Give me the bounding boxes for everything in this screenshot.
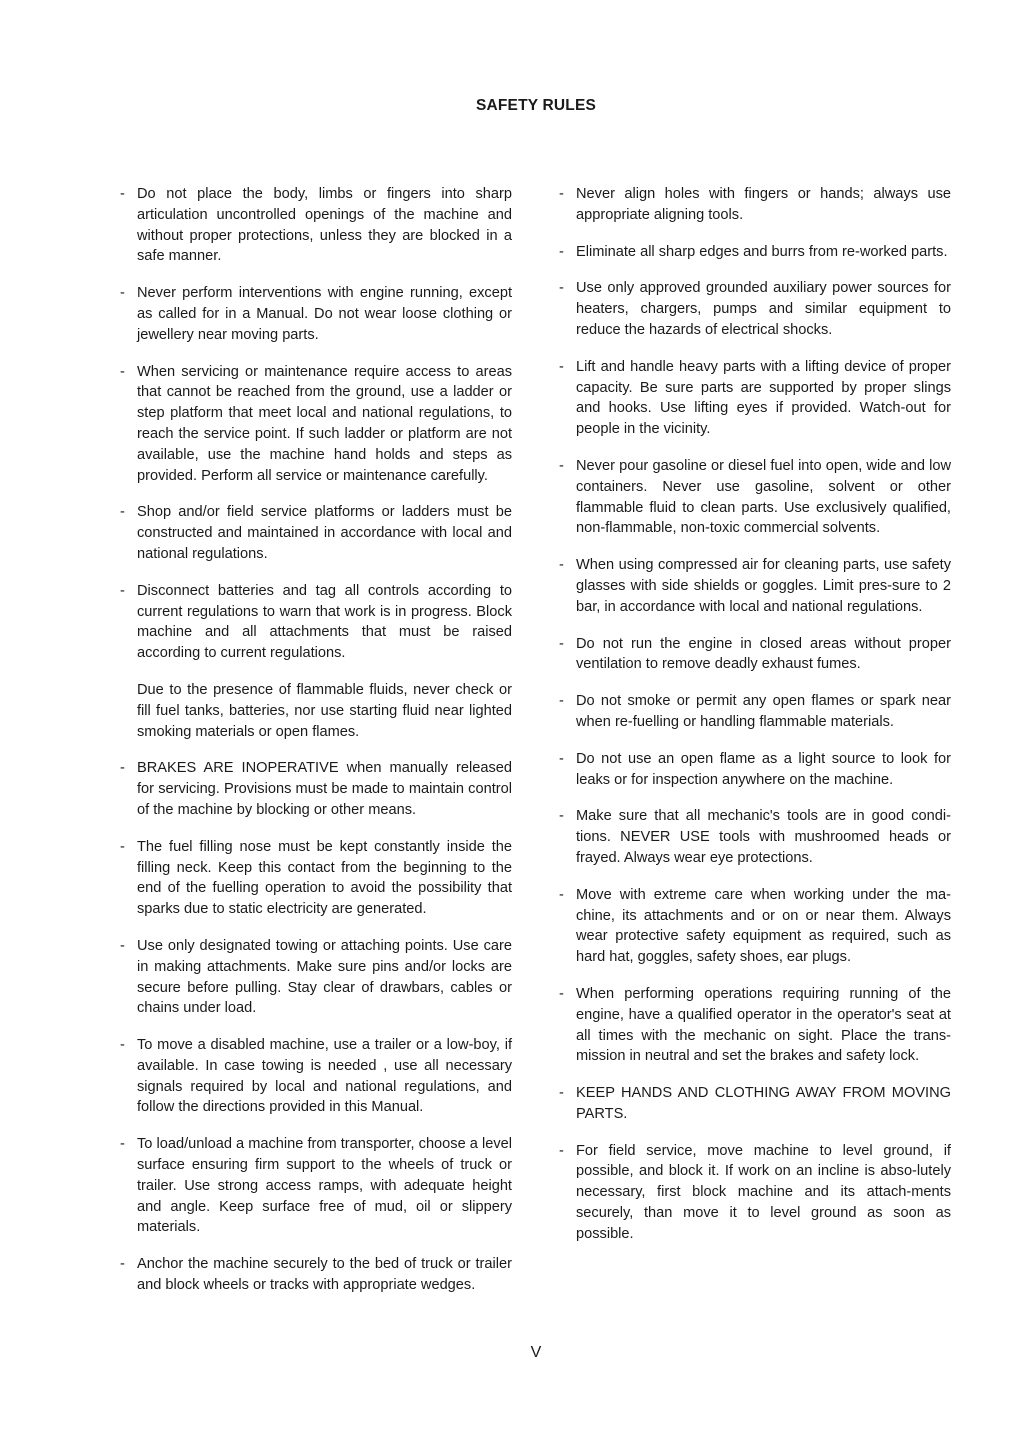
safety-rule-text: Shop and/or field service platforms or ladders must be constructed and maintained in accordance with local and national regulations. (137, 504, 512, 562)
bullet-dash: - (120, 1136, 125, 1153)
safety-rule (120, 1035, 512, 1118)
safety-rule (559, 184, 951, 226)
page-number: V (530, 1344, 542, 1361)
bullet-dash: - (120, 838, 125, 855)
safety-rule-text: When performing operations requiring running of the engine, have a qualified operator in the operator's seat at all times with the mechanic on sight. Place the trans-mission in neutral and set the brakes and safety lock. (576, 985, 951, 1065)
safety-rule (559, 1141, 951, 1245)
safety-rule (559, 278, 951, 340)
safety-rule (559, 242, 951, 263)
safety-rule (120, 936, 512, 1019)
safety-rule (120, 758, 512, 820)
safety-rule (120, 362, 512, 487)
bullet-dash: - (120, 937, 125, 954)
bullet-dash: - (559, 243, 564, 260)
safety-rule (559, 984, 951, 1067)
bullet-dash: - (120, 363, 125, 380)
safety-rule-text: BRAKES ARE INOPERATIVE when manually released for servicing. Provisions must be made to maintain control of the machine by blocking or other means. (137, 760, 512, 818)
bullet-dash: - (559, 693, 564, 710)
bullet-dash: - (120, 285, 125, 302)
safety-rule-text: Never perform interventions with engine running, except as called for in a Manual. Do not wear loose clothing or jewellery near moving parts. (137, 285, 512, 343)
safety-rule (120, 1254, 512, 1296)
safety-rule (120, 283, 512, 345)
safety-rule-text: Eliminate all sharp edges and burrs from re-worked parts. (576, 243, 948, 260)
safety-rule-text: Move with extreme care when working under the ma-chine, its attachments and or on or near them. Always wear protective safety equipment as required, such as hard hat, goggles, safety shoes, ear plugs. (576, 886, 951, 966)
bullet-dash: - (120, 1256, 125, 1273)
safety-rule-text: Anchor the machine securely to the bed of truck or trailer and block wheels or tracks with appropriate wedges. (137, 1256, 512, 1294)
bullet-dash: - (559, 808, 564, 825)
safety-rule (120, 837, 512, 920)
bullet-dash: - (120, 1037, 125, 1054)
right-column (559, 184, 951, 1261)
page-title: SAFETY RULES (475, 97, 597, 114)
safety-rule-continuation (120, 680, 512, 742)
safety-rule (559, 555, 951, 617)
safety-rule (559, 456, 951, 539)
safety-rule-text: Do not smoke or permit any open flames or spark near when re-fuelling or handling flammable materials. (576, 693, 951, 730)
bullet-dash: - (120, 582, 125, 599)
safety-rule (120, 184, 512, 267)
safety-rule-text: When using compressed air for cleaning parts, use safety glasses with side shields or goggles. Limit pres-sure to 2 bar, in accordance with local and national regulations. (576, 557, 951, 615)
bullet-dash: - (120, 504, 125, 521)
safety-rule-text: Due to the presence of flammable fluids, never check or fill fuel tanks, batteries, nor use starting fluid near lighted smoking materials or open flames. (137, 681, 512, 740)
bullet-dash: - (120, 186, 125, 202)
bullet-dash: - (559, 985, 564, 1002)
bullet-dash: - (559, 280, 564, 297)
safety-rule-text: Do not use an open flame as a light source to look for leaks or for inspection anywhere on the machine. (576, 750, 951, 788)
safety-rule-text: Never align holes with fingers or hands; always use appropriate aligning tools. (576, 186, 951, 223)
safety-rule (559, 749, 951, 791)
bullet-dash: - (559, 358, 564, 375)
left-column (120, 184, 512, 1312)
safety-rule-text: Lift and handle heavy parts with a lifting device of proper capacity. Be sure parts are supported by proper slings and hooks. Use lifting eyes if provided. Watch-out for people in the vicinity. (576, 358, 951, 438)
bullet-dash: - (120, 760, 125, 777)
bullet-dash: - (559, 1085, 564, 1102)
safety-rule (120, 1134, 512, 1238)
safety-rule (120, 581, 512, 664)
bullet-dash: - (559, 750, 564, 767)
safety-rule (120, 502, 512, 564)
safety-rule-text: To move a disabled machine, use a trailer or a low-boy, if available. In case towing is needed , use all necessary signals required by local and national regulations, and follow the directions provided in this Manual. (137, 1037, 512, 1116)
bullet-dash: - (559, 557, 564, 574)
safety-rule-text: Use only approved grounded auxiliary power sources for heaters, chargers, pumps and similar equipment to reduce the hazards of electrical shocks. (576, 280, 951, 338)
bullet-dash: - (559, 186, 564, 202)
safety-rule-text: Use only designated towing or attaching points. Use care in making attachments. Make sure pins and/or locks are secure before pulling. Stay clear of drawbars, cables or chains under load. (137, 937, 512, 1017)
safety-rule-text: For field service, move machine to level ground, if possible, and block it. If work on an incline is abso-lutely necessary, first block machine and its attach-ments securely, than move it to level ground as soon as possible. (576, 1142, 951, 1242)
safety-rule-text: To load/unload a machine from transporter, choose a level surface ensuring firm support to the wheels of truck or trailer. Use strong access ramps, with adequate height and angle. Keep surface free of mud, oil or slippery materials. (137, 1136, 512, 1236)
bullet-dash: - (559, 886, 564, 903)
bullet-dash: - (559, 1142, 564, 1159)
safety-rule-text: Do not run the engine in closed areas without proper ventilation to remove deadly exhaust fumes. (576, 635, 951, 673)
safety-rule-text: Make sure that all mechanic's tools are in good condi-tions. NEVER USE tools with mushroomed heads or frayed. Always wear eye protections. (576, 808, 951, 866)
safety-rule-text: Do not place the body, limbs or fingers into sharp articulation uncontrolled openings of the machine and without proper protections, unless they are blocked in a safe manner. (137, 186, 512, 265)
bullet-dash: - (559, 635, 564, 652)
safety-rule-text: Never pour gasoline or diesel fuel into open, wide and low containers. Never use gasoline, solvent or other flammable fluid to clean parts. Use exclusively qualified, non-flammable, non-toxic commercial solvents. (576, 457, 951, 537)
safety-rule (559, 691, 951, 733)
safety-rule-text: The fuel filling nose must be kept constantly inside the filling neck. Keep this contact from the beginning to the end of the fuelling operation to avoid the possibility that sparks due to static electricity are generated. (137, 838, 512, 918)
safety-rule-text: Disconnect batteries and tag all controls according to current regulations to warn that work is in progress. Block machine and all attachments that must be raised according to current regulations. (137, 582, 512, 662)
safety-rule-text: When servicing or maintenance require access to areas that cannot be reached from the ground, use a ladder or step platform that meet local and national regulations, to reach the service point. If such ladder or platform are not available, use the machine hand holds and steps as provided. Perform all service or maintenance carefully. (137, 363, 512, 484)
safety-rule (559, 634, 951, 676)
safety-rule (559, 806, 951, 868)
bullet-dash: - (559, 457, 564, 474)
safety-rule-text: KEEP HANDS AND CLOTHING AWAY FROM MOVING PARTS. (576, 1085, 951, 1122)
safety-rule (559, 357, 951, 440)
safety-rule (559, 1083, 951, 1125)
safety-rule (559, 885, 951, 968)
